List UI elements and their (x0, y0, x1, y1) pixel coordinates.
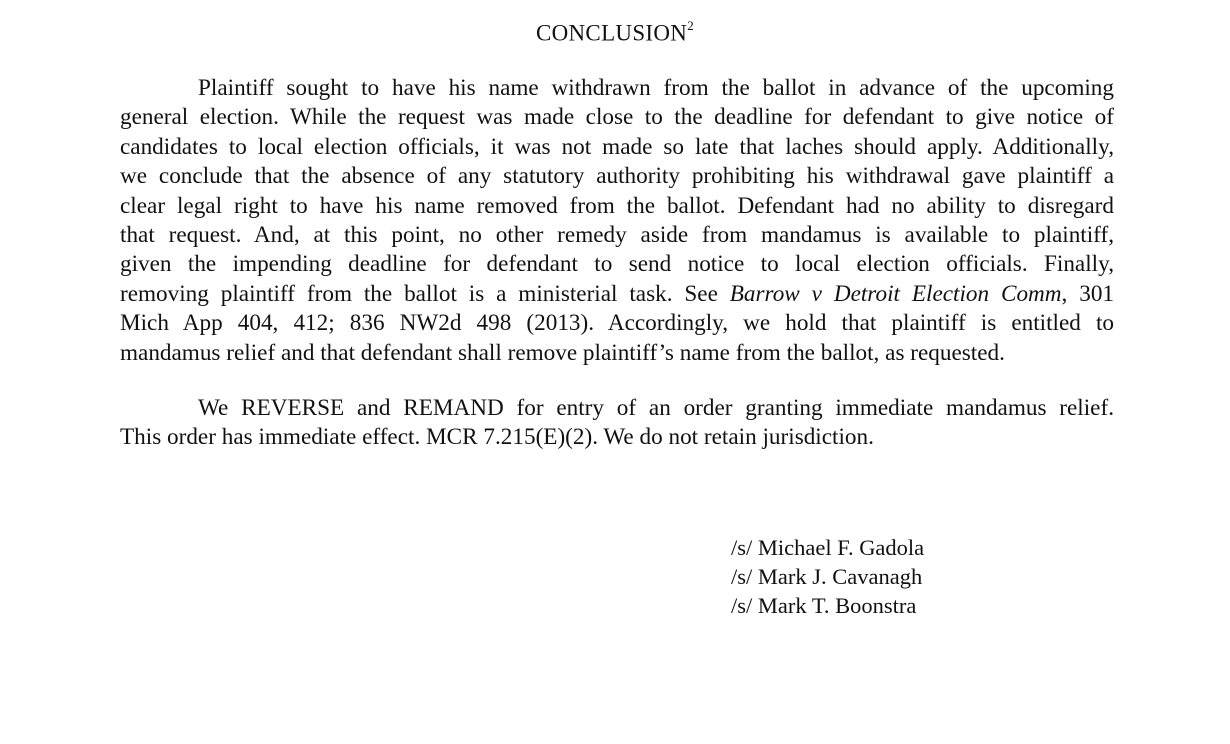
signature-line: /s/ Mark J. Cavanagh (731, 564, 923, 589)
citation-lead-text: removing plaintiff from the ballot is a ministerial task. See (120, 280, 730, 307)
paragraph-line: general election. While the request was made close to the deadline for defendant to give notice of (120, 104, 1114, 131)
paragraph-line: Mich App 404, 412; 836 NW2d 498 (2013). Accordingly, we hold that plaintiff is entitled to (120, 310, 1114, 337)
signature-line: /s/ Mark T. Boonstra (731, 593, 917, 618)
footnote-reference: 2 (687, 18, 695, 33)
paragraph-line: This order has immediate effect. MCR 7.215(E)(2). We do not retain jurisdiction. (120, 424, 874, 451)
paragraph-line: given the impending deadline for defendant to send notice to local election officials. Finally, (120, 251, 1114, 278)
paragraph-line: clear legal right to have his name removed from the ballot. Defendant had no ability to disregard (120, 192, 1114, 219)
paragraph-line: Plaintiff sought to have his name withdrawn from the ballot in advance of the upcoming (198, 75, 1114, 101)
heading-text: CONCLUSION (535, 20, 688, 46)
signature-line: /s/ Michael F. Gadola (731, 535, 925, 560)
paragraph-line: mandamus relief and that defendant shall remove plaintiff’s name from the ballot, as requested. (120, 339, 1005, 366)
paragraph-line: we conclude that the absence of any statutory authority prohibiting his withdrawal gave plaintiff a (120, 163, 1114, 190)
conclusion-paragraph (120, 74, 1114, 368)
paragraph-line: candidates to local election officials, it was not made so late that laches should apply. Additionally, (120, 133, 1114, 160)
citation-trail-text: , 301 (1061, 280, 1115, 307)
paragraph-line: We REVERSE and REMAND for entry of an order granting immediate mandamus relief. (198, 395, 1114, 421)
section-heading (0, 20, 1230, 47)
signature-block (731, 533, 924, 620)
paragraph-line-with-citation (120, 280, 1114, 309)
paragraph-line: that request. And, at this point, no other remedy aside from mandamus is available to plaintiff, (120, 222, 1114, 249)
order-paragraph (120, 394, 1114, 453)
case-name-citation: Barrow v Detroit Election Comm (729, 280, 1062, 307)
